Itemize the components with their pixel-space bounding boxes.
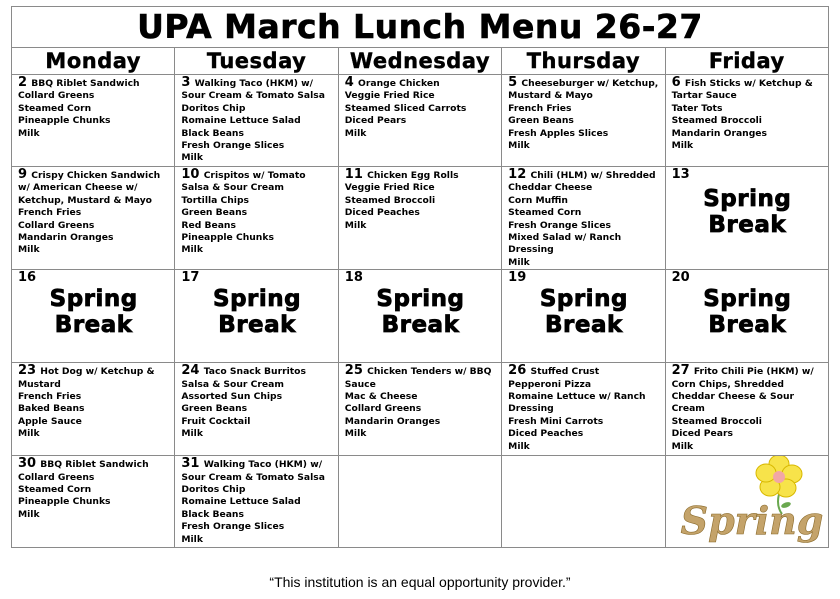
- menu-item: Milk: [18, 508, 40, 520]
- menu-item: Tater Tots: [671, 102, 723, 114]
- day-number: 3: [181, 75, 191, 90]
- spring-break-cell: [665, 270, 828, 363]
- menu-entree: [18, 169, 169, 207]
- menu-item: Fresh Mini Carrots: [508, 415, 604, 427]
- spring-break-word: Spring: [49, 285, 138, 312]
- menu-entree: [18, 365, 169, 391]
- day-cell: [175, 167, 338, 270]
- menu-item: Black Beans: [181, 508, 244, 520]
- week-row: [12, 167, 829, 270]
- menu-item: Collard Greens: [18, 219, 95, 231]
- menu-item: Milk: [18, 244, 40, 256]
- day-cell: [12, 363, 175, 456]
- spring-art-text: Spring: [680, 498, 823, 544]
- menu-item: Steamed Corn: [18, 484, 92, 496]
- menu-item: Tortilla Chips: [181, 194, 249, 206]
- spring-break-cell: [502, 270, 665, 363]
- spring-break-word: Spring: [376, 285, 465, 312]
- spring-break-label: [18, 286, 169, 338]
- menu-item: Green Beans: [181, 207, 248, 219]
- spring-break-word: Break: [544, 311, 623, 338]
- weekday-header-row: [12, 48, 829, 75]
- day-number: 24: [181, 363, 200, 379]
- menu-item: Milk: [18, 428, 40, 440]
- menu-title: UPA March Lunch Menu 26-27: [11, 6, 829, 47]
- day-cell: [665, 363, 828, 456]
- menu-entree: [508, 169, 659, 195]
- spring-break-label: [345, 286, 496, 338]
- weekday-tuesday: Tuesday: [175, 48, 338, 75]
- entree-text: BBQ Riblet Sandwich: [40, 459, 149, 471]
- day-cell: [502, 167, 665, 270]
- menu-item: French Fries: [18, 391, 82, 403]
- day-number: 2: [18, 75, 28, 90]
- spring-break-label: [181, 286, 332, 338]
- week-row: [12, 456, 829, 548]
- menu-entree: [672, 365, 823, 416]
- day-number: 27: [671, 363, 690, 379]
- menu-item: Steamed Corn: [508, 207, 582, 219]
- day-cell: [338, 363, 501, 456]
- spring-break-word: Spring: [539, 285, 628, 312]
- day-cell: [338, 167, 501, 270]
- menu-item: French Fries: [18, 207, 82, 219]
- spring-break-word: Spring: [703, 285, 792, 312]
- spring-break-cell: [338, 270, 501, 363]
- menu-item: Milk: [181, 244, 203, 256]
- spring-break-label: [508, 286, 659, 338]
- spring-break-word: Break: [381, 311, 460, 338]
- weekday-thursday: Thursday: [502, 48, 665, 75]
- menu-item: Collard Greens: [18, 90, 95, 102]
- menu-entree: [18, 458, 169, 471]
- menu-item: Fresh Orange Slices: [508, 219, 611, 231]
- menu-item: Steamed Broccoli: [344, 194, 436, 206]
- day-cell: [175, 75, 338, 167]
- menu-item: Red Beans: [181, 219, 236, 231]
- menu-item: Steamed Sliced Carrots: [344, 102, 467, 114]
- menu-entree: [345, 169, 496, 182]
- week-row: [12, 75, 829, 167]
- day-number: 12: [508, 167, 527, 182]
- menu-item: Collard Greens: [344, 403, 422, 415]
- entree-text: Chicken Tenders w/ BBQ Sauce: [344, 366, 492, 390]
- menu-item: Milk: [18, 127, 40, 139]
- spring-art-cell: [665, 456, 828, 548]
- day-cell: [502, 75, 665, 167]
- menu-item: Veggie Fried Rice: [344, 90, 435, 102]
- menu-item: Diced Peaches: [508, 428, 584, 440]
- menu-item: Milk: [344, 127, 367, 139]
- menu-item: Milk: [181, 428, 203, 440]
- menu-item: Mandarin Oranges: [18, 232, 114, 244]
- menu-entree: [181, 458, 332, 484]
- menu-item: Milk: [344, 428, 367, 440]
- spring-break-word: Break: [708, 212, 787, 239]
- menu-entree: [672, 77, 823, 103]
- menu-item: Milk: [181, 533, 203, 545]
- day-number: 23: [18, 363, 37, 379]
- spring-break-word: Break: [218, 311, 296, 338]
- menu-item: Romaine Lettuce Salad: [181, 115, 301, 127]
- weekday-wednesday: Wednesday: [338, 48, 501, 75]
- day-number: 9: [18, 167, 28, 182]
- menu-item: Mandarin Oranges: [344, 415, 441, 427]
- menu-item: Milk: [671, 140, 694, 152]
- day-number: 10: [181, 167, 200, 182]
- day-number: 31: [181, 456, 200, 472]
- menu-entree: [345, 77, 496, 90]
- day-number: 13: [671, 167, 690, 182]
- week-row: [12, 270, 829, 363]
- menu-item: Veggie Fried Rice: [344, 182, 435, 194]
- menu-entree: [181, 365, 332, 378]
- day-number: 6: [671, 75, 681, 90]
- entree-text: Cheeseburger w/ Ketchup, Mustard & Mayo: [508, 78, 659, 102]
- menu-entree: [508, 365, 659, 378]
- menu-item: Black Beans: [181, 127, 244, 139]
- empty-day-cell: [502, 456, 665, 548]
- menu-item: Mac & Cheese: [344, 391, 418, 403]
- entree-text: Stuffed Crust: [530, 366, 600, 378]
- menu-item: Fresh Apples Slices: [508, 127, 609, 139]
- menu-item: Mixed Salad w/ Ranch Dressing: [508, 232, 622, 256]
- entree-text: Taco Snack Burritos: [203, 366, 306, 378]
- spring-break-word: Spring: [213, 285, 302, 312]
- entree-text: Orange Chicken: [358, 78, 440, 89]
- menu-item: Steamed Corn: [18, 102, 92, 114]
- day-number: 20: [671, 270, 690, 286]
- day-cell: [12, 167, 175, 270]
- menu-item: Milk: [508, 140, 530, 152]
- menu-item: Corn Muffin: [508, 194, 568, 206]
- entree-text: BBQ Riblet Sandwich: [31, 78, 140, 89]
- menu-item: Steamed Broccoli: [671, 415, 762, 427]
- menu-item: Green Beans: [508, 115, 574, 127]
- day-number: 26: [508, 363, 527, 379]
- menu-entree: [345, 365, 496, 391]
- menu-item: French Fries: [508, 102, 572, 114]
- day-number: 5: [508, 75, 518, 90]
- menu-entree: [18, 77, 169, 90]
- menu-item: Pineapple Chunks: [18, 496, 111, 508]
- menu-item: Fruit Cocktail: [181, 415, 251, 427]
- spring-break-cell: [665, 167, 828, 270]
- empty-day-cell: [338, 456, 501, 548]
- spring-break-word: Spring: [703, 186, 792, 213]
- menu-item: Milk: [181, 152, 203, 164]
- day-number: 25: [344, 363, 363, 379]
- day-number: 18: [344, 270, 363, 286]
- menu-item: Diced Pears: [344, 115, 407, 127]
- menu-item: Romaine Lettuce Salad: [181, 496, 301, 508]
- menu-item: Green Beans: [181, 403, 248, 415]
- day-cell: [12, 75, 175, 167]
- menu-item: Assorted Sun Chips: [181, 391, 283, 403]
- menu-item: Collard Greens: [18, 471, 95, 483]
- day-number: 19: [508, 270, 527, 286]
- menu-item: Apple Sauce: [18, 415, 82, 427]
- menu-calendar: [11, 47, 829, 548]
- spring-break-word: Break: [54, 311, 133, 338]
- menu-item: Doritos Chip: [181, 102, 246, 114]
- entree-text: Crispy Chicken Sandwich w/ American Cheese w/ Ketchup, Mustard & Mayo: [18, 170, 161, 206]
- menu-item: Milk: [671, 440, 694, 452]
- menu-item: Doritos Chip: [181, 484, 246, 496]
- menu-item: Baked Beans: [18, 403, 85, 415]
- menu-item: Fresh Orange Slices: [181, 140, 285, 152]
- entree-text: Frito Chili Pie (HKM) w/ Corn Chips, Shredded Cheddar Cheese & Sour Cream: [671, 366, 814, 415]
- menu-item: Milk: [508, 440, 530, 452]
- menu-entree: [181, 77, 332, 103]
- spring-break-word: Break: [708, 311, 787, 338]
- day-number: 4: [344, 75, 354, 90]
- menu-item: Pepperoni Pizza: [508, 378, 592, 390]
- day-cell: [665, 75, 828, 167]
- day-cell: [338, 75, 501, 167]
- day-number: 30: [18, 456, 37, 472]
- spring-break-cell: [175, 270, 338, 363]
- menu-item: Mandarin Oranges: [671, 127, 767, 139]
- day-cell: [502, 363, 665, 456]
- menu-item: Pineapple Chunks: [181, 232, 274, 244]
- entree-text: Walking Taco (HKM) w/ Sour Cream & Tomato Salsa: [181, 78, 325, 102]
- menu-entree: [508, 77, 659, 103]
- menu-item: Diced Pears: [671, 428, 733, 440]
- entree-text: Fish Sticks w/ Ketchup & Tartar Sauce: [671, 78, 813, 102]
- menu-item: Diced Peaches: [344, 207, 420, 219]
- entree-text: Crispitos w/ Tomato Salsa & Sour Cream: [181, 170, 306, 194]
- entree-text: Hot Dog w/ Ketchup & Mustard: [18, 366, 155, 390]
- menu-sheet: [11, 6, 829, 544]
- menu-item: Romaine Lettuce w/ Ranch Dressing: [508, 391, 646, 415]
- spring-break-cell: [12, 270, 175, 363]
- menu-item: Steamed Broccoli: [671, 115, 762, 127]
- spring-break-label: [672, 286, 823, 338]
- menu-item: Milk: [344, 219, 367, 231]
- menu-item: Fresh Orange Slices: [181, 521, 285, 533]
- entree-text: Chili (HLM) w/ Shredded Cheddar Cheese: [508, 170, 656, 194]
- weekday-friday: Friday: [665, 48, 828, 75]
- day-number: 17: [181, 270, 200, 286]
- spring-flower-illustration: [666, 456, 829, 546]
- week-row: [12, 363, 829, 456]
- day-cell: [175, 363, 338, 456]
- day-cell: [12, 456, 175, 548]
- menu-item: Salsa & Sour Cream: [181, 378, 284, 390]
- equal-opportunity-statement: “This institution is an equal opportunity provider.”: [269, 574, 571, 590]
- entree-text: Chicken Egg Rolls: [367, 170, 459, 181]
- menu-entree: [181, 169, 332, 195]
- day-number: 11: [344, 167, 363, 182]
- day-number: 16: [18, 270, 37, 286]
- spring-break-label: [672, 182, 823, 238]
- entree-text: Walking Taco (HKM) w/ Sour Cream & Tomato Salsa: [181, 459, 325, 483]
- menu-item: Pineapple Chunks: [18, 115, 111, 127]
- day-cell: [175, 456, 338, 548]
- weekday-monday: Monday: [12, 48, 175, 75]
- menu-item: Milk: [508, 256, 530, 268]
